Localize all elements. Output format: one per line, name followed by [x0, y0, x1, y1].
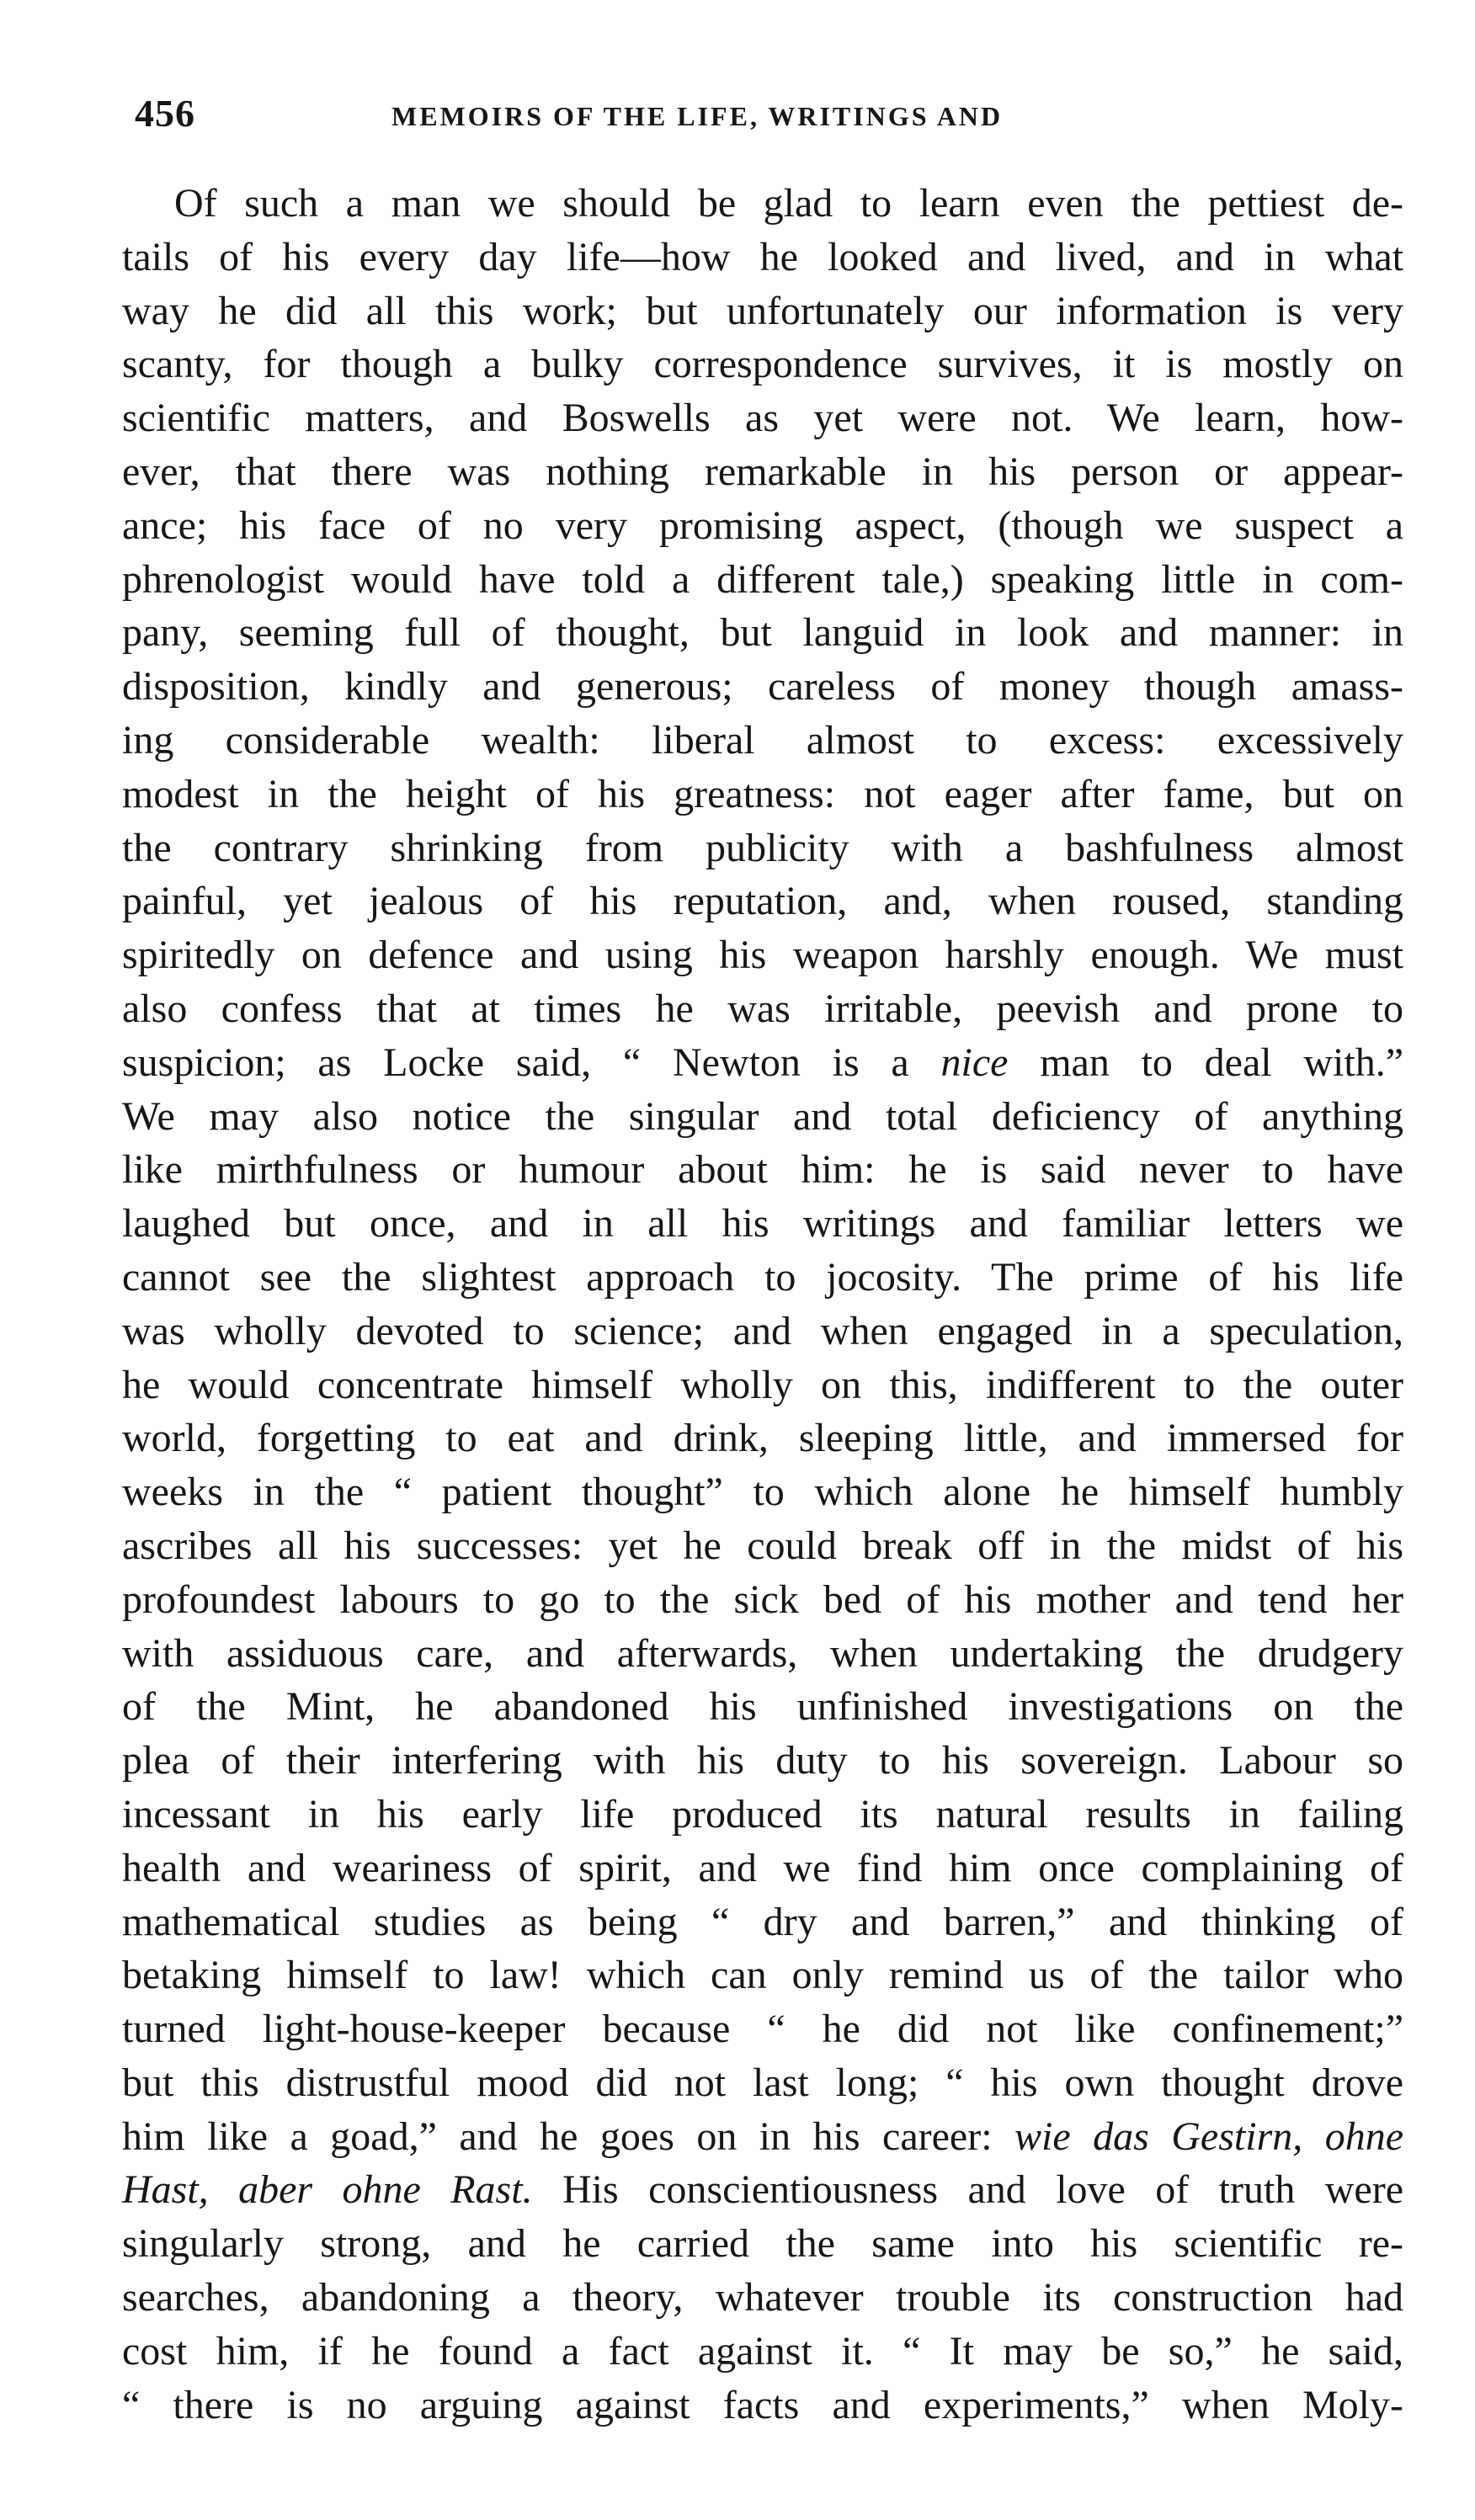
italic-word: nice [940, 1039, 1009, 1085]
page-number: 456 [135, 92, 195, 135]
text-line: disposition, kindly and generous; careless of money though amass- [122, 664, 1403, 710]
italic-quotation: wie das Gestirn, ohne [1014, 2113, 1404, 2159]
text-line: world, forgetting to eat and drink, sleeping little, and immersed for [122, 1416, 1403, 1461]
text-line: the contrary shrinking from publicity with a bashfulness almost [122, 825, 1403, 870]
text-line: ever, that there was nothing remarkable in his person or appear- [122, 449, 1403, 494]
text-line: We may also notice the singular and total deficiency of anything [122, 1093, 1403, 1139]
text-line: like mirthfulness or humour about him: he is said never to have [122, 1147, 1403, 1193]
text-line: Of such a man we should be glad to learn even the pettiest de- [174, 181, 1403, 226]
text-line: searches, abandoning a theory, whatever trouble its construction had [122, 2275, 1403, 2321]
text-line: laughed but once, and in all his writings and familiar letters we [122, 1201, 1403, 1247]
text-line: modest in the height of his greatness: not eager after fame, but on [122, 771, 1403, 816]
text-line: way he did all this work; but unfortunately our information is very [122, 288, 1403, 333]
running-head: MEMOIRS OF THE LIFE, WRITINGS AND [391, 101, 1004, 131]
text-line: but this distrustful mood did not last long; “ his own thought drove [122, 2060, 1403, 2105]
page-header [135, 91, 1372, 141]
text-line: phrenologist would have told a different tale,) speaking little in com- [122, 556, 1403, 602]
text-line: incessant in his early life produced its natural results in failing [122, 1791, 1403, 1837]
text-line: pany, seeming full of thought, but languid in look and manner: in [122, 610, 1403, 656]
text-line: ance; his face of no very promising aspect, (though we suspect a [122, 502, 1403, 548]
text-line: of the Mint, he abandoned his unfinished investigations on the [122, 1684, 1403, 1730]
text-line: health and weariness of spirit, and we find him once complaining of [122, 1845, 1403, 1890]
text-line: scientific matters, and Boswells as yet were not. We learn, how- [122, 396, 1403, 441]
text-line: he would concentrate himself wholly on this, indifferent to the outer [122, 1362, 1403, 1407]
text-line: weeks in the “ patient thought” to which alone he himself humbly [122, 1470, 1403, 1515]
text-line: “ there is no arguing against facts and experiments,” when Moly- [122, 2382, 1403, 2427]
text-line: singularly strong, and he carried the same into his scientific re- [122, 2221, 1403, 2267]
text-line: painful, yet jealous of his reputation, and, when roused, standing [122, 879, 1403, 924]
text-line: mathematical studies as being “ dry and barren,” and thinking of [122, 1899, 1403, 1944]
text-line: turned light-house-keeper because “ he did not like confinement;” [122, 2007, 1403, 2052]
text-line: betaking himself to law! which can only remind us of the tailor who [122, 1953, 1403, 1998]
text-line: ing considerable wealth: liberal almost to excess: excessively [122, 717, 1403, 763]
text-line: profoundest labours to go to the sick bed of his mother and tend her [122, 1576, 1403, 1622]
text-line-with-italic [122, 2163, 1403, 2217]
text-line: scanty, for though a bulky correspondence survives, it is mostly on [122, 342, 1403, 387]
text-segment: man to deal with.” [1008, 1039, 1404, 1085]
body-text [122, 177, 1403, 2432]
text-line: with assiduous care, and afterwards, when undertaking the drudgery [122, 1630, 1403, 1676]
text-line-with-italic [122, 2110, 1403, 2164]
text-line: spiritedly on defence and using his weapon harshly enough. We must [122, 933, 1403, 978]
text-line: ascribes all his successes: yet he could break off in the midst of his [122, 1523, 1403, 1568]
text-line: cannot see the slightest approach to jocosity. The prime of his life [122, 1254, 1403, 1300]
text-line: plea of their interfering with his duty to his sovereign. Labour so [122, 1738, 1403, 1784]
text-segment: His conscientiousness and love of truth were [532, 2167, 1403, 2213]
text-segment: suspicion; as Locke said, “ Newton is a [122, 1039, 941, 1085]
text-line: also confess that at times he was irritable, peevish and prone to [122, 986, 1403, 1031]
text-line: was wholly devoted to science; and when engaged in a speculation, [122, 1308, 1403, 1353]
text-line: tails of his every day life—how he looked and lived, and in what [122, 234, 1403, 279]
text-line: cost him, if he found a fact against it. “ It may be so,” he said, [122, 2328, 1403, 2374]
italic-quotation: Hast, aber ohne Rast. [122, 2167, 533, 2213]
text-line-with-italic [122, 1036, 1403, 1090]
text-segment: him like a goad,” and he goes on in his career: [122, 2113, 1015, 2159]
